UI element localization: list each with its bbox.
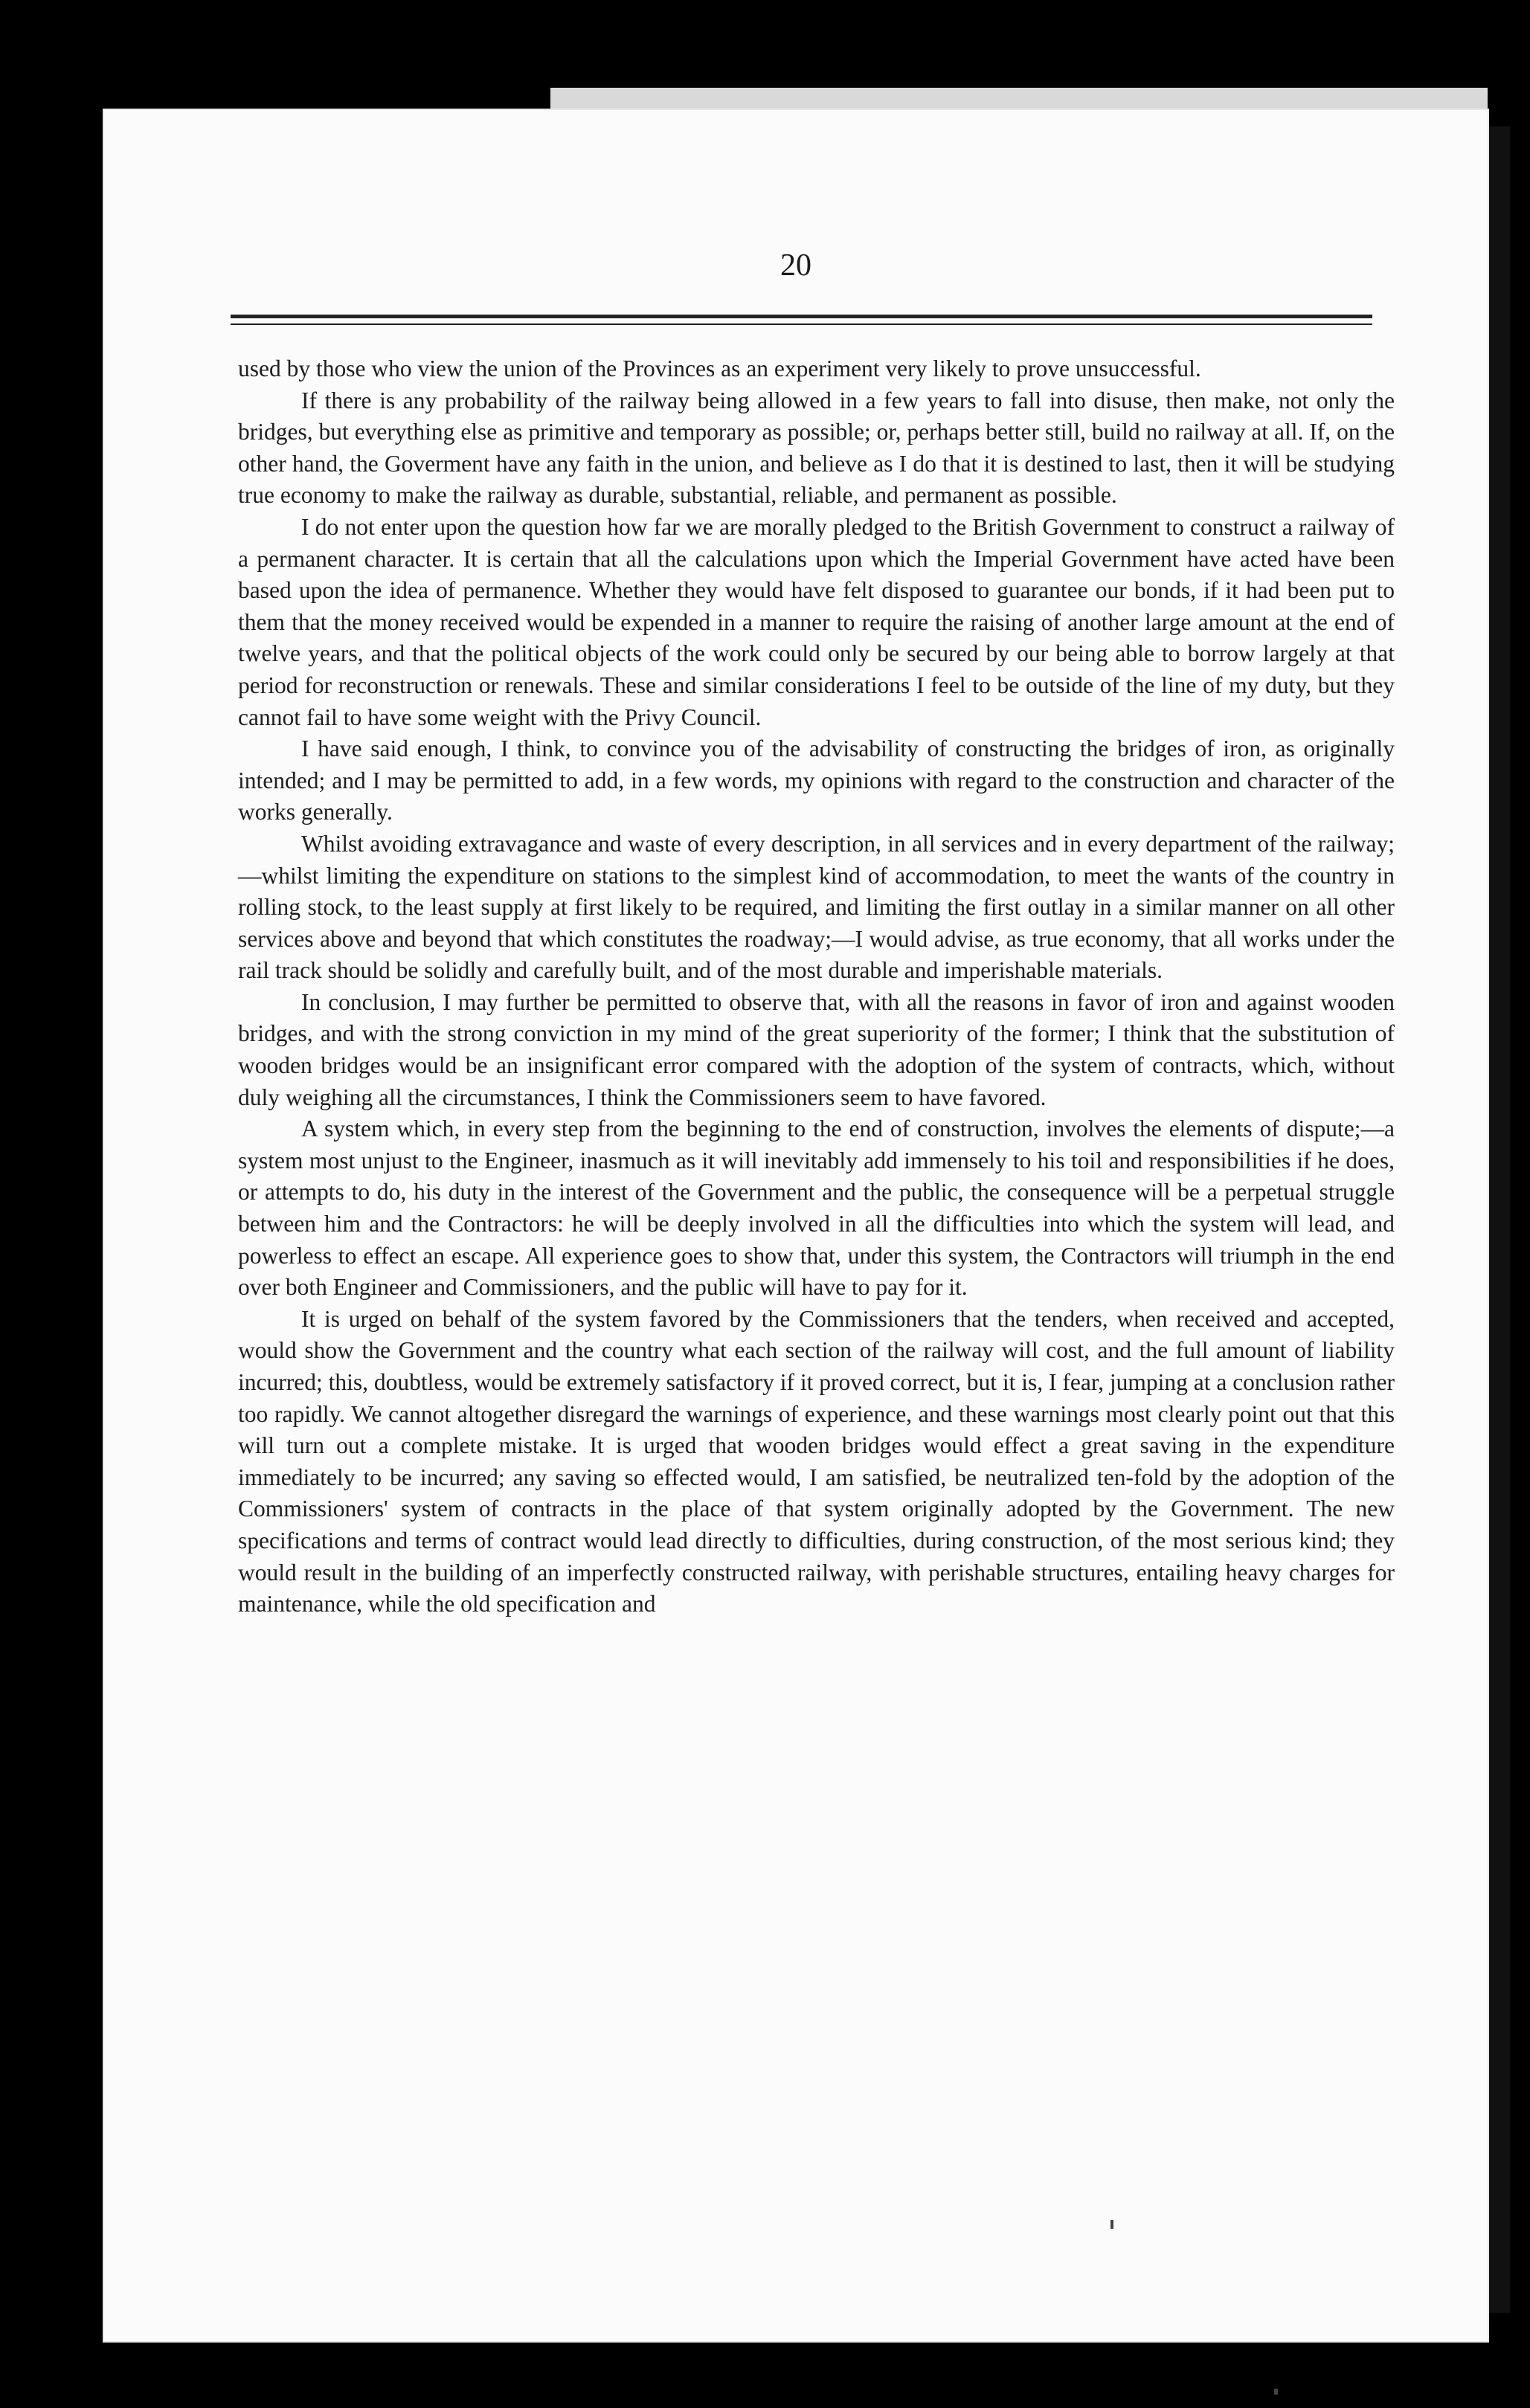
paragraph: A system which, in every step from the beginning to the end of construction, involves the elements of dispute;—a system most unjust to the Engineer, inasmuch as it will inevitably add immensely to his toil and responsibilities if he does, or attempts to do, his duty in the interest of the Government and the public, the consequence will be a perpetual struggle between him and the Contractors: he will be deeply involved in all the difficulties into which the system will lead, and powerless to effect an escape. All experience goes to show that, under this system, the Contractors will triumph in the end over both Engineer and Commissioners, and the public will have to pay for it. [238, 1116, 1395, 1301]
document-page [104, 110, 1488, 2341]
header-rule-thin [231, 323, 1372, 325]
scan-speck [1110, 2220, 1113, 2229]
paragraph: I have said enough, I think, to convince you of the advisability of constructing the bridges of iron, as originally intended; and I may be permitted to add, in a few words, my opinions with regard to the construction and character of the works generally. [238, 735, 1395, 825]
header-rule-thick [231, 315, 1372, 318]
paragraph: In conclusion, I may further be permitted to observe that, with all the reasons in favor of iron and against wooden bridges, and with the strong conviction in my mind of the great superiority of the former; I think that the substitution of wooden bridges would be an insignificant error compared with the adoption of the system of contracts, which, without duly weighing all the circumstances, I think the Commissioners seem to have favored. [238, 988, 1395, 1110]
paragraph: If there is any probability of the railway being allowed in a few years to fall into disuse, then make, not only the bridges, but everything else as primitive and temporary as possible; or, perhaps better still, build no railway at all. If, on the other hand, the Goverment have any faith in the union, and believe as I do that it is destined to last, then it will be studying true economy to make the railway as durable, substantial, reliable, and permanent as possible. [238, 387, 1395, 509]
scan-speck [1274, 2389, 1278, 2395]
paragraph-continuation: used by those who view the union of the Provinces as an experiment very likely to prove unsuccessful. [238, 355, 1201, 382]
page-number: 20 [780, 248, 811, 283]
paragraph: Whilst avoiding extravagance and waste of every description, in all services and in every department of the railway;—whilst limiting the expenditure on stations to the simplest kind of accommodation, to meet the wants of the country in rolling stock, to the least supply at first likely to be required, and limiting the first outlay in a similar manner on all other services above and beyond that which constitutes the roadway;—I would advise, as true economy, that all works under the rail track should be solidly and carefully built, and of the most durable and imperishable materials. [238, 830, 1395, 984]
paragraph: It is urged on behalf of the system favored by the Commissioners that the tenders, when received and accepted, would show the Government and the country what each section of the railway will cost, and the full amount of liability incurred; this, doubtless, would be extremely satisfactory if it proved correct, but it is, I fear, jumping at a conclusion rather too rapidly. We cannot altogether disregard the warnings of experience, and these warnings most clearly point out that this will turn out a complete mistake. It is urged that wooden bridges would effect a great saving in the expenditure immediately to be incurred; any saving so effected would, I am satisfied, be neutralized ten-fold by the adoption of the Commissioners' system of contracts in the place of that system originally adopted by the Government. The new specifications and terms of contract would lead directly to difficulties, during construction, of the most serious kind; they would result in the building of an imperfectly constructed railway, with perishable structures, entailing heavy charges for maintenance, while the old specification and [238, 1305, 1395, 1617]
paragraph: I do not enter upon the question how far we are morally pledged to the British Government to construct a railway of a permanent character. It is certain that all the calculations upon which the Imperial Government have acted have been based upon the idea of permanence. Whether they would have felt disposed to guarantee our bonds, if it had been put to them that the money received would be expended in a manner to require the raising of another large amount at the end of twelve years, and that the political objects of the work could only be secured by our being able to borrow largely at that period for reconstruction or renewals. These and similar considerations I feel to be outside of the line of my duty, but they cannot fail to have some weight with the Privy Council. [238, 513, 1395, 730]
scan-border [1488, 126, 1510, 2313]
body-text [238, 353, 1395, 1620]
